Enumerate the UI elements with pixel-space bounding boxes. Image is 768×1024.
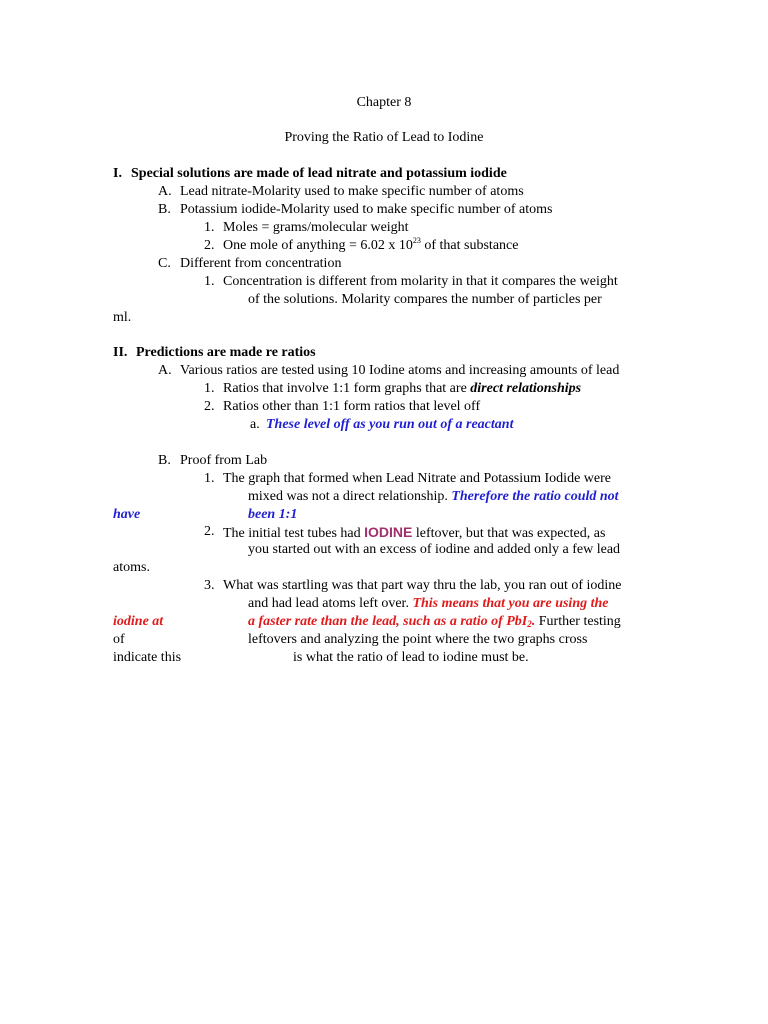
chapter-heading: Chapter 8 — [356, 95, 412, 110]
item-2b1-line-3-left: have — [113, 507, 141, 522]
item-1c1-line-3: ml. — [113, 310, 132, 325]
item-2b2-line-1: The initial test tubes had IODINE leftover, but that was expected, as — [223, 524, 606, 541]
item-2a2-text: Ratios other than 1:1 form ratios that level off — [223, 399, 481, 414]
item-2b2-marker: 2. — [204, 524, 215, 539]
item-1b1-marker: 1. — [204, 220, 215, 235]
item-1b-marker: B. — [158, 202, 171, 217]
item-2b1-marker: 1. — [204, 471, 215, 486]
item-2b3-line-4: leftovers and analyzing the point where the two graphs cross — [248, 632, 588, 647]
section-2-heading: Predictions are made re ratios — [136, 345, 316, 360]
section-1-number: I. — [113, 166, 122, 181]
item-2b1-line-3: been 1:1 — [248, 507, 298, 522]
section-1-heading: Special solutions are made of lead nitrate and potassium iodide — [131, 166, 507, 181]
item-1c1-line-2: of the solutions. Molarity compares the number of particles per — [248, 292, 602, 307]
item-2b1-line-1: The graph that formed when Lead Nitrate and Potassium Iodide were — [223, 471, 611, 486]
item-1b-text: Potassium iodide-Molarity used to make specific number of atoms — [180, 202, 553, 217]
item-2b2-line-2: you started out with an excess of iodine and added only a few lead — [248, 542, 621, 557]
item-1c-marker: C. — [158, 256, 171, 271]
item-2a2-marker: 2. — [204, 399, 215, 414]
item-2b3-line-3: a faster rate than the lead, such as a ratio of PbI$_2$. Further testing — [248, 614, 621, 629]
item-2b1-line-2: mixed was not a direct relationship. Therefore the ratio could not — [248, 489, 619, 504]
item-2b3-marker: 3. — [204, 578, 215, 593]
item-1b2-text: One mole of anything = 6.02 x $10^{23}$ of that substance — [223, 236, 519, 253]
item-2b3-line-4-left: of — [113, 632, 125, 647]
item-1b1-text: Moles = grams/molecular weight — [223, 220, 409, 235]
item-1a-marker: A. — [158, 184, 172, 199]
item-2a1-marker: 1. — [204, 381, 215, 396]
iodine-highlight: IODINE — [364, 524, 413, 540]
item-2b3-line-5-left: indicate this — [113, 650, 182, 665]
item-2a2a-marker: a. — [250, 417, 260, 432]
item-2b-marker: B. — [158, 453, 171, 468]
item-2a2a-text: These level off as you run out of a reactant — [266, 417, 514, 432]
item-2b3-line-1: What was startling was that part way thru the lab, you ran out of iodine — [223, 578, 622, 593]
item-1c-text: Different from concentration — [180, 256, 342, 271]
section-2-number: II. — [113, 345, 128, 360]
item-2a1-text: Ratios that involve 1:1 form graphs that are direct relationships — [223, 381, 582, 396]
document-title: Proving the Ratio of Lead to Iodine — [284, 130, 484, 145]
item-2b3-line-2: and had lead atoms left over. This means that you are using the — [248, 596, 609, 611]
item-1b2-marker: 2. — [204, 238, 215, 253]
item-2a-marker: A. — [158, 363, 172, 378]
item-2b3-line-3-left: iodine at — [113, 614, 164, 629]
item-1c1-marker: 1. — [204, 274, 215, 289]
item-2b3-line-5: is what the ratio of lead to iodine must be. — [293, 650, 529, 665]
item-2a-text: Various ratios are tested using 10 Iodine atoms and increasing amounts of lead — [180, 363, 620, 378]
item-2b-text: Proof from Lab — [180, 453, 268, 468]
item-2b2-line-3: atoms. — [113, 560, 150, 575]
item-1a-text: Lead nitrate-Molarity used to make specific number of atoms — [180, 184, 524, 199]
item-1c1-line-1: Concentration is different from molarity in that it compares the weight — [223, 274, 618, 289]
